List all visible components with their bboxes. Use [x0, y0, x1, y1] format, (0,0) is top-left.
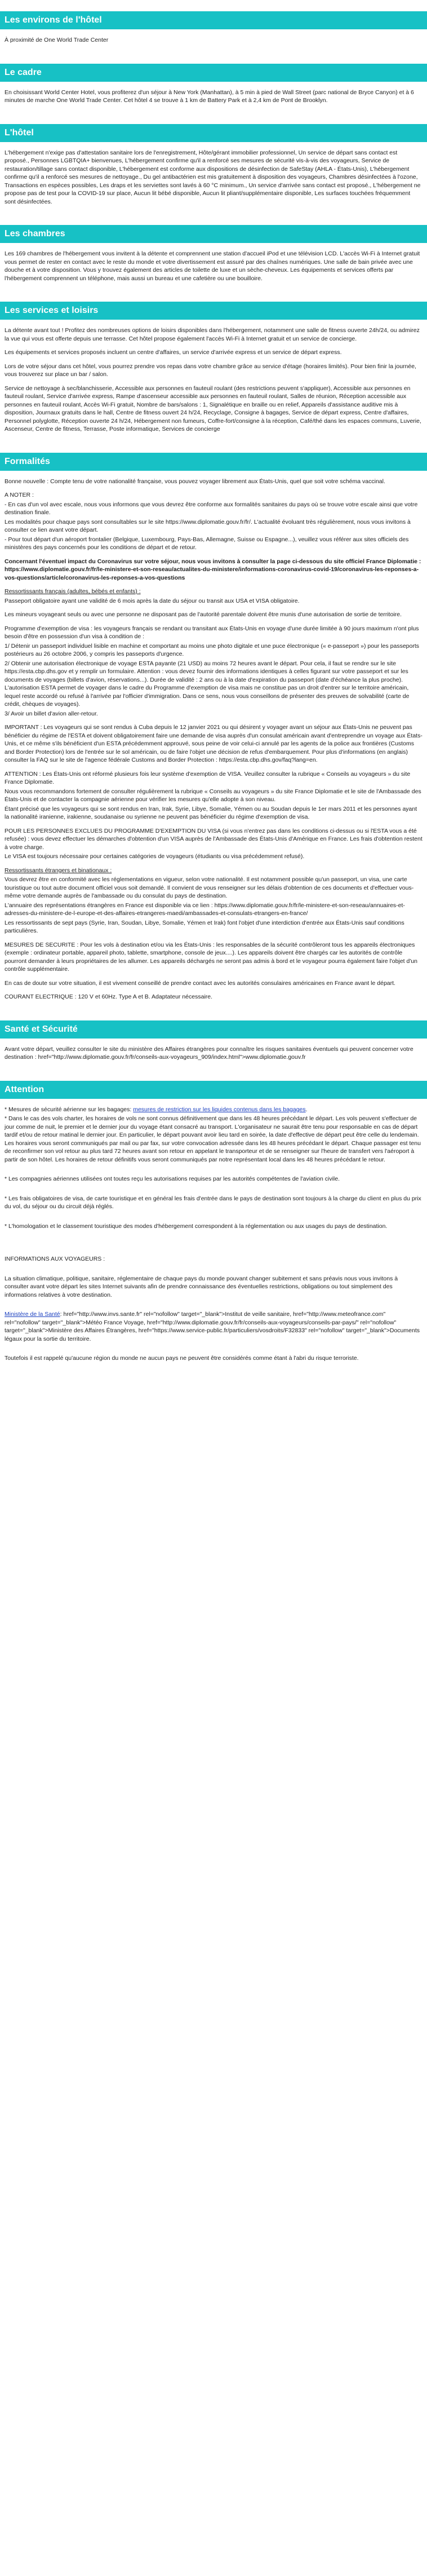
paragraph: Bonne nouvelle : Compte tenu de votre nationalité française, vous pouvez voyager librement aux États-Unis, quel que soit votre schéma vaccinal. [5, 478, 385, 485]
coronavirus-notice: Concernant l'éventuel impact du Coronavirus sur votre séjour, nous vous invitons à consulter la page ci-dessous du site officiel France Diplomatie : https://www.diplomatie.gouv.fr/fr/le-ministere-et-son-reseau/actualites-du-ministere/informations-coronavirus-covid-19/coronavirus-les-reponses-a-vos-questions/article/coronavirus-les-reponses-a-vos-questions [5, 558, 421, 581]
paragraph: MESURES DE SECURITE : Pour les vols à destination et/ou via les États-Unis : les responsables de la sécurité contrôleront tous les appareils électroniques (exemple : ordinateur portable, appareil photo, tablette, smartphone, console de jeux....). Les appareils doivent être chargés car les autorités de contrôle pourront demander à leurs propriétaires de les allumer. Les appareils déchargés ne seront pas admis à bord et le voyageur pourra également faire l'objet d'un contrôle supplémentaire. [5, 941, 418, 973]
paragraph: Programme d'exemption de visa : les voyageurs français se rendant ou transitant aux États-Unis en voyage d'une durée limitée à 90 jours maximum n'ont plus besoin d'être en possession d'un visa à condition de : [5, 625, 419, 640]
paragraph: L'annuaire des représentations étrangères en France est disponible via ce lien : https://www.diplomatie.gouv.fr/fr/le-ministere-et-son-reseau/annuaires-et-adresses-du-ministere-de-l-europe-et-des-affaires-etrangeres-maedi/ambassades-et-consulats-etrangers-en-france/ [5, 902, 405, 917]
subheading: Ressortissants français (adultes, bébés et enfants) : [5, 588, 141, 595]
section-title: Le cadre [5, 67, 42, 77]
paragraph: Toutefois il est rappelé qu'aucune région du monde ne aucun pays ne peuvent être considérés comme étant à l'abri du risque terroriste. [5, 1355, 359, 1362]
section-body [0, 320, 427, 441]
section-header [0, 11, 427, 29]
section-title: Les environs de l'hôtel [5, 15, 102, 25]
section-header [0, 225, 427, 243]
section-environs [0, 11, 427, 52]
section-attention [0, 1081, 427, 1371]
paragraph: Service de nettoyage à sec/blanchisserie, Accessible aux personnes en fauteuil roulant (des restrictions peuvent s'appliquer), Accessible aux personnes en fauteuil roulant, Service d'arrivée express, Rampe d'ascenseur accessible aux personnes en fauteuil roulant, Salles de réunion, Réception accessible aux personnes en fauteuil roulant, Accès Wi-Fi gratuit, Nombre de bars/salons : 1, Signalétique en braille ou en relief, Appareils d'assistance auditive mis à disposition, Journaux gratuits dans le hall, Centre de fitness ouvert 24 h/24, Recyclage, Consigne à bagages, Service de départ express, Centre d'affaires, Personnel polyglotte, Réception ouverte 24 h/24, Hébergement non fumeurs, Coffre-fort/consigne à la réception, Café/thé dans les espaces communs, Luverie, Ascenseur, Centre de fitness, Terrasse, Poste informatique, Services de concierge [5, 385, 421, 432]
subheading: INFORMATIONS AUX VOYAGEURS : [5, 1256, 105, 1262]
paragraph: Le VISA est toujours nécessaire pour certaines catégories de voyageurs (étudiants ou visa précédemment refusé). [5, 853, 305, 860]
paragraph: Lors de votre séjour dans cet hôtel, vous pourrez prendre vos repas dans votre chambre grâce au service d'étage (horaires limités). Pour bien finir la journée, vous trouverez sur place un bar / salon. [5, 363, 416, 378]
section-body [0, 243, 427, 290]
paragraph: A NOTER : [5, 492, 34, 498]
paragraph: ATTENTION : Les États-Unis ont réformé plusieurs fois leur système d'exemption de VISA. Veuillez consulter la rubrique « Conseils au voyageurs » du site France Diplomatie. [5, 770, 411, 785]
section-body [0, 1039, 427, 1070]
paragraph: * L'homologation et le classement touristique des modes d'hébergement correspondent à la réglementation ou aux usages du pays de destination. [5, 1222, 388, 1230]
paragraph: - En cas d'un vol avec escale, nous vous informons que vous devrez être conforme aux formalités sanitaires du pays où se trouve votre escale ainsi que votre destination finale. [5, 501, 418, 516]
paragraph: Les mineurs voyageant seuls ou avec une personne ne disposant pas de l'autorité parentale doivent être munis d'une autorisation de sortie de territoire. [5, 611, 402, 618]
section-header [0, 1020, 427, 1039]
paragraph [5, 1106, 422, 1114]
section-formalites [0, 453, 427, 1009]
section-title: Les chambres [5, 229, 65, 238]
section-header [0, 64, 427, 82]
section-body [0, 471, 427, 1009]
section-header [0, 1081, 427, 1099]
paragraph: * Les compagnies aériennes utilisées ont toutes reçu les autorisations requises par les autorités compétentes de l'aviation civile. [5, 1176, 340, 1182]
section-body [0, 142, 427, 214]
paragraph: La détente avant tout ! Profitez des nombreuses options de loisirs disponibles dans l'hébergement, notamment une salle de fitness ouverte 24h/24, ou admirez la vue qui vous est offerte depuis une terrasse. Cet hôtel propose également l'accès Wi-Fi à Internet gratuit et un service de concierge. [5, 327, 420, 342]
section-loisirs [0, 302, 427, 441]
text: : href="http://www.invs.sante.fr" rel="nofollow" target="_blank">Institut de veille sanitaire, href="http://www.meteofrance.com" rel="nofollow" target="_blank">Météo France Voyage, href="http://www.diplomatie.gouv.fr/fr/conseils-aux-voyageurs/conseils-par-pays/" rel="nofollow" target="_blank">Ministère des Affaires Étrangères, href="https://www.service-public.fr/particuliers/vosdroits/F32833" rel="nofollow" target="_blank">Documents légaux pour la sortie du territoire. [5, 1311, 420, 1342]
section-body [0, 82, 427, 113]
section-hotel [0, 124, 427, 214]
paragraph: La situation climatique, politique, sanitaire, réglementaire de chaque pays du monde pouvant changer subitement et sans préavis nous vous invitons à consulter avant votre départ les sites Internet suivants afin de prendre connaissance des éventuelles restrictions, obligations ou tout simplement des informations relatives à votre destination. [5, 1275, 398, 1298]
paragraph: Les 169 chambres de l'hébergement vous invitent à la détente et comprennent une station d'accueil iPod et une télévision LCD. L'accès Wi-Fi à Internet gratuit vous permet de rester en contact avec le reste du monde et votre divertissement est assuré par des chaînes numériques. Une salle de bain privée avec une douche et à votre disposition. Vous y trouvez également des articles de toilette de luxe et un sèche-cheveux. Les équipements et services offerts par l'hébergement comprennent un téléphone, mais aussi un bureau et une cafetière ou une bouilloire. [5, 250, 420, 282]
paragraph: * Dans le cas des vols charter, les horaires de vols ne sont connus définitivement que dans les 48 heures précédant le départ. Les vols peuvent s'effectuer de jour comme de nuit, le premier et le dernier jour du voyage étant consacré au transport. L'organisateur ne saurait être tenu pour responsable en cas de départ tardif et/ou de retour matinal le dernier jour. En particulier, le départ pouvant avoir lieu tard en soirée, la date d'effective de départ peut être celle du lendemain. Les horaires vous seront communiqués par mail ou par fax, sur votre convocation adressée dans les 48 heures précédant le départ. Chaque passager est tenu de reconfirmer son vol retour au plus tard 72 heures avant son retour en appelant le transporteur et de se renseigner sur l'heure de transfert vers l'aéroport à partir de son hôtel. Les horaires de retour définitifs vous seront communiqués par notre représentant local dans les 48 heures précédant le retour. [5, 1115, 421, 1163]
paragraph: - Pour tout départ d'un aéroport frontalier (Belgique, Luxembourg, Pays-Bas, Allemagne, Suisse ou Espagne...), veuillez vous référer aux sites officiels des ministères des pays concernés pour les conditions de départ et de retour. [5, 536, 409, 551]
paragraph: Les équipements et services proposés incluent un centre d'affaires, un service d'arrivée express et un service de départ express. [5, 349, 342, 356]
paragraph: 2/ Obtenir une autorisation électronique de voyage ESTA payante (21 USD) au moins 72 heures avant le départ. Pour cela, il faut se rendre sur le site https://esta.cbp.dhs.gov et y remplir un formulaire. Attention : vous devez fournir des informations identiques à celles figurant sur votre passeport et sur les documents de voyages (billets d'avion, réservations...). Durée de validité : 2 ans ou à la date d'expiration du passeport (date d'échéance la plus proche). L'autorisation ESTA permet de voyager dans le cadre du Programme d'exemption de visa mais ne constitue pas un droit d'entrer sur le territoire américain, lequel reste accordé ou refusé à l'arrivée par l'officier d'immigration. Dans ce sens, nous vous conseillons de présenter des preuves de solvabilité (carte de crédit, chèques de voyages). [5, 660, 410, 708]
paragraph: Étant précisé que les voyageurs qui se sont rendus en Iran, Irak, Syrie, Libye, Somalie, Yémen ou au Soudan depuis le 1er mars 2011 et les personnes ayant la nationalité iranienne, irakienne, soudanaise ou syrienne ne peuvent pas bénéficier du régime d'exemption de visa. [5, 805, 417, 820]
section-header [0, 124, 427, 142]
liquid-restrictions-link[interactable]: mesures de restriction sur les liquides contenus dans les bagages [133, 1106, 306, 1113]
paragraph: Vous devrez être en conformité avec les réglementations en vigueur, selon votre nationalité. Il est notamment possible qu'un passeport, un visa, une carte touristique ou tout autre document officiel vous soit demandé. Il convient de vous renseigner sur les délais d'obtention de ces documents et d'effectuer vous-même votre demande auprès de l'ambassade ou du consulat du pays de destination. [5, 876, 414, 899]
section-header [0, 453, 427, 471]
text: . [305, 1106, 308, 1113]
paragraph: Avant votre départ, veuillez consulter le site du ministère des Affaires étrangères pour connaître les risques sanitaires éventuels qui peuvent concerner votre destination : href="http://www.diplomatie.gouv.fr/fr/conseils-aux-voyageurs_909/index.html">www.diplomatie.gouv.fr [5, 1045, 413, 1061]
paragraph: Nous vous recommandons fortement de consulter régulièrement la rubrique « Conseils au voyageurs » du site France Diplomatie et le site de l'Ambassade des États-Unis et de contacter la compagnie aérienne pour vérifier les mesures qu'elle adopte à son niveau. [5, 788, 421, 803]
paragraph [5, 1310, 422, 1343]
section-sante [0, 1020, 427, 1070]
section-header [0, 302, 427, 320]
paragraph: L'hébergement n'exige pas d'attestation sanitaire lors de l'enregistrement, Hôte/gérant immobilier professionnel, Un service de départ sans contact est proposé., Personnes LGBTQIA+ bienvenues, L'hébergement confirme qu'il a renforcé ses mesures de sécurité vis-à-vis des voyageurs, Service de restauration/tillage sans contact disponible, L'hébergement est conforme aux dispositions de désinfection de SafeStay (AHLA - États-Unis), L'hébergement confirme qu'il a renforcé ses mesures de nettoyage., Du gel antibactérien est mis gratuitement à disposition des voyageurs, Chambres désinfectées à l'ozone, Transactions en espèces possibles, Les draps et les serviettes sont lavés à 60 °C minimum., Un service d'arrivée sans contact est proposé., L'hébergement ne propose pas de test pour la COVID-19 sur place, Aucun lit bébé disponible, Aucun lit pliant/supplémentaire disponible, Les surfaces touchées fréquemment sont désinfectées. [5, 149, 421, 205]
section-title: Santé et Sécurité [5, 1024, 78, 1034]
section-title: L'hôtel [5, 127, 34, 138]
section-title: Attention [5, 1084, 45, 1094]
section-body [0, 1099, 427, 1371]
paragraph: Passeport obligatoire ayant une validité de 6 mois après la date du séjour ou transit aux USA et VISA obligatoire. [5, 597, 300, 604]
section-body [0, 29, 427, 52]
section-title: Les services et loisirs [5, 306, 99, 315]
ministere-sante-link[interactable]: Ministère de la Santé [5, 1311, 60, 1318]
text: * Mesures de sécurité aérienne sur les bagages: [5, 1106, 134, 1113]
section-cadre [0, 64, 427, 113]
paragraph: IMPORTANT : Les voyageurs qui se sont rendus à Cuba depuis le 12 janvier 2021 ou qui désirent y voyager avant un séjour aux États-Unis ne peuvent pas bénéficier du régime de l'ESTA et doivent obligatoirement faire une demande de visa auprès d'un consulat américain avant d'entreprendre un voyage aux États-Unis, et ce même s'ils bénéficient d'un ESTA précédemment approuvé, sous peine de voir celui-ci annulé par les agents de la police aux frontières (Customs and Border Protection) lors de l'entrée sur le sol américain, ou de faire l'objet une décision de refus d'embarquement. Pour plus d'informations (en anglais) consulter la FAQ sur le site de l'agence fédérale Customs and Border Protection : https://esta.cbp.dhs.gov/faq?lang=en. [5, 724, 422, 763]
paragraph: * Les frais obligatoires de visa, de carte touristique et en général les frais d'entrée dans le pays de destination sont toujours à la charge du client en plus du prix du vol, du séjour ou du circuit déjà réglés. [5, 1195, 421, 1210]
paragraph: Les ressortissants de sept pays (Syrie, Iran, Soudan, Libye, Somalie, Yémen et Irak) font l'objet d'une interdiction d'entrée aux États-Unis sauf conditions particulières. [5, 919, 404, 934]
section-title: Formalités [5, 456, 50, 466]
paragraph: 3/ Avoir un billet d'avion aller-retour. [5, 710, 98, 717]
paragraph: En choisissant World Center Hotel, vous profiterez d'un séjour à New York (Manhattan), à 5 min à pied de Wall Street (parc national de Bryce Canyon) et à 6 minutes de marche One World Trade Center. Cet hôtel 4 se trouve à 1 km de Battery Park et à 2,4 km de Pont de Brooklyn. [5, 89, 414, 104]
paragraph: COURANT ELECTRIQUE : 120 V et 60Hz. Type A et B. Adaptateur nécessaire. [5, 993, 213, 1000]
paragraph: 1/ Détenir un passeport individuel lisible en machine et comportant au moins une photo digitale et une puce électronique (« e-passeport ») pour les passeports postérieurs au 26 octobre 2006, y compris les passeports d'urgence. [5, 642, 420, 657]
section-chambres [0, 225, 427, 290]
paragraph: POUR LES PERSONNES EXCLUES DU PROGRAMME D'EXEMPTION DU VISA (si vous n'entrez pas dans les conditions ci-dessus ou si l'ESTA vous a été refusée) : vous devez effectuer les démarches d'obtention d'un VISA auprès de l'Ambassade des États-Unis d'Amérique en France. Les frais d'obtention restent à votre charge. [5, 827, 422, 851]
paragraph: À proximité de One World Trade Center [5, 37, 109, 43]
paragraph: Les modalités pour chaque pays sont consultables sur le site https://www.diplomatie.gouv.fr/fr/. L'actualité évoluant très régulièrement, nous vous invitons à consulter ce lien avant votre départ. [5, 518, 411, 533]
paragraph: En cas de doute sur votre situation, il est vivement conseillé de prendre contact avec les autorités consulaires américaines en France avant le départ. [5, 979, 395, 987]
subheading: Ressortissants étrangers et binationaux : [5, 867, 112, 874]
